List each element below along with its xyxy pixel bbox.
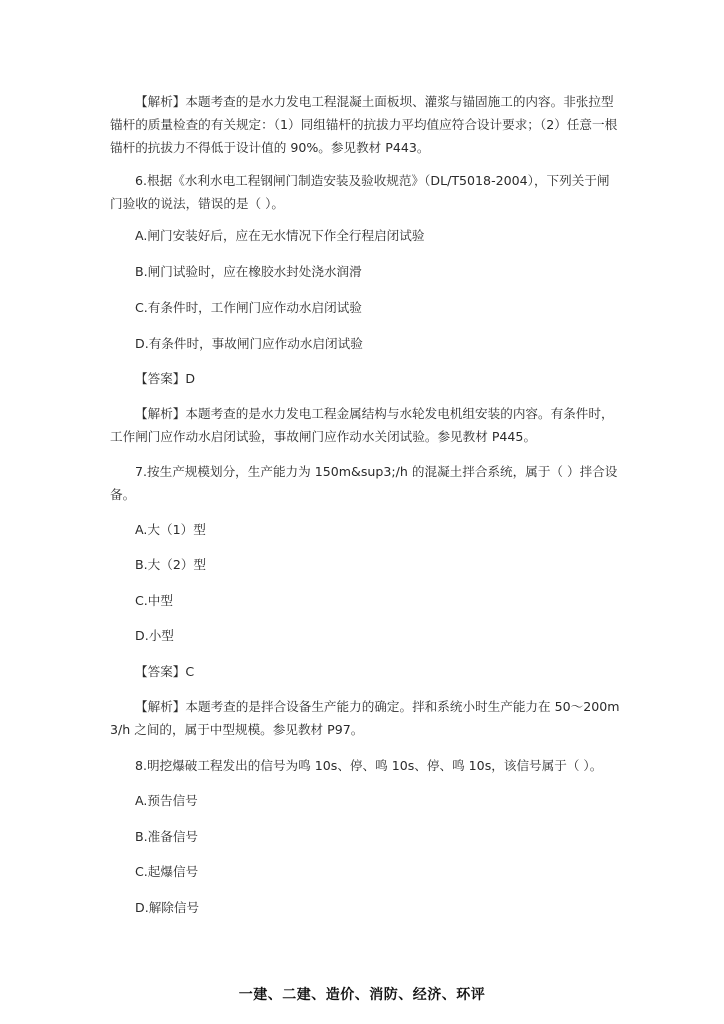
question-6-stem: 6.根据《水利水电工程钢闸门制造安装及验收规范》（DL/T5018-2004），下列关于闸门验收的说法，错误的是（ ）。 — [110, 173, 610, 211]
question-6-answer: 【答案】D — [135, 371, 196, 386]
question-8-option-b: B.准备信号 — [135, 829, 199, 844]
question-7-option-b: B.大（2）型 — [135, 557, 207, 572]
page-footer: 一建、二建、造价、消防、经济、环评 — [238, 987, 486, 1003]
question-8-option-d: D.解除信号 — [135, 900, 200, 915]
question-6-explanation: 【解析】本题考查的是水力发电工程金属结构与水轮发电机组安装的内容。有条件时，工作闸门应作动水启闭试验，事故闸门应作动水关闭试验。参见教材 P445。 — [110, 406, 614, 444]
question-6-option-d: D.有条件时，事故闸门应作动水启闭试验 — [135, 336, 363, 351]
question-6-option-c: C.有条件时，工作闸门应作动水启闭试验 — [135, 300, 362, 315]
question-7-stem: 7.按生产规模划分，生产能力为 150m&sup3;/h 的混凝土拌合系统，属于（ ）拌合设备。 — [110, 464, 618, 502]
question-8-option-c: C.起爆信号 — [135, 864, 199, 879]
question-8-stem: 8.明挖爆破工程发出的信号为鸣 10s、停、鸣 10s、停、鸣 10s，该信号属于（ ）。 — [135, 758, 603, 773]
question-7-option-a: A.大（1）型 — [135, 522, 206, 537]
question-7-option-c: C.中型 — [135, 593, 173, 608]
question-7-option-d: D.小型 — [135, 628, 174, 643]
question-7-answer: 【答案】C — [135, 664, 195, 679]
question-7-explanation: 【解析】本题考查的是拌合设备生产能力的确定。拌和系统小时生产能力在 50～200m3/h 之间的，属于中型规模。参见教材 P97。 — [110, 699, 620, 737]
explanation-paragraph-q5: 【解析】本题考查的是水力发电工程混凝土面板坝、灌浆与锚固施工的内容。非张拉型锚杆的质量检查的有关规定：（1）同组锚杆的抗拔力平均值应符合设计要求；（2）任意一根锚杆的抗拔力不得低于设计值的 90%。参见教材 P443。 — [110, 94, 618, 155]
question-8-option-a: A.预告信号 — [135, 793, 198, 808]
question-6-option-a: A.闸门安装好后，应在无水情况下作全行程启闭试验 — [135, 228, 425, 243]
question-6-option-b: B.闸门试验时，应在橡胶水封处浇水润滑 — [135, 264, 362, 279]
